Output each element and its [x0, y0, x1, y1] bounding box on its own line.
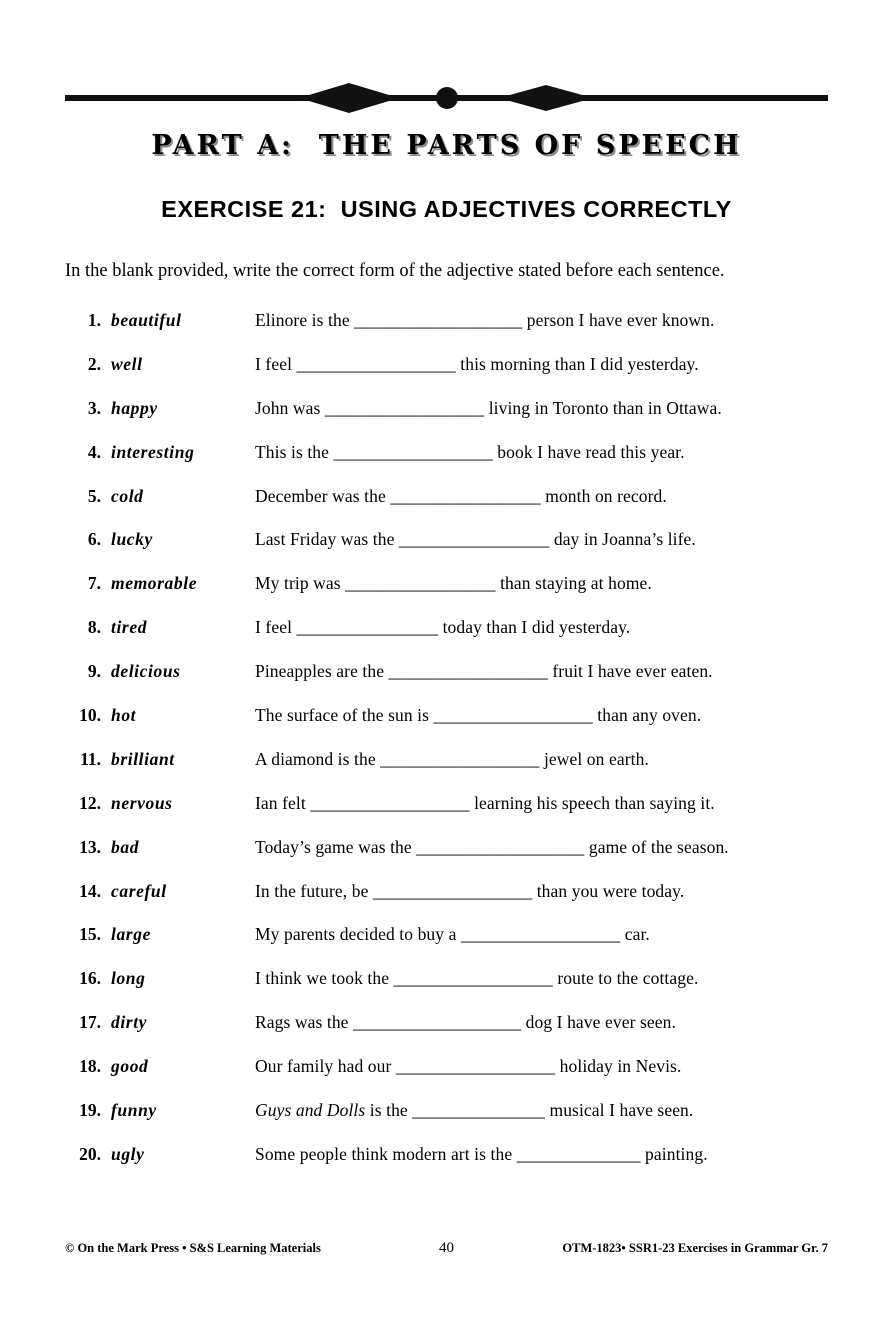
- item-number: 18.: [79, 1056, 101, 1077]
- item-sentence-text: Ian felt __________________ learning his speech than saying it.: [255, 792, 715, 813]
- item-adjective: bad: [111, 836, 140, 857]
- item-sentence: [255, 661, 838, 682]
- item-number: 5.: [87, 485, 101, 506]
- item-adjective: careful: [111, 880, 167, 901]
- item-sentence-text: Last Friday was the _________________ day in Joanna’s life.: [255, 529, 696, 550]
- item-adjective: long: [111, 968, 146, 989]
- item-number: 17.: [79, 1012, 101, 1033]
- worksheet-row: [75, 1100, 838, 1144]
- item-sentence-text: The surface of the sun is __________________ than any oven.: [255, 705, 702, 726]
- part-title: PART A: THE PARTS OF SPEECH: [151, 130, 742, 161]
- worksheet-row: [75, 968, 838, 1012]
- item-sentence-text: I feel ________________ today than I did yesterday.: [255, 617, 631, 638]
- worksheet-row: [75, 529, 838, 573]
- instruction-text: In the blank provided, write the correct form of the adjective stated before each sentence.: [65, 261, 725, 281]
- item-number: 10.: [79, 705, 101, 726]
- item-adjective: beautiful: [111, 310, 182, 330]
- worksheet-row: [75, 1012, 838, 1056]
- item-number: 1.: [87, 310, 101, 330]
- item-adjective: hot: [111, 705, 137, 726]
- item-adjective: lucky: [111, 529, 153, 550]
- item-sentence: [255, 573, 838, 594]
- footer: [65, 1240, 828, 1257]
- item-number: 2.: [87, 353, 101, 374]
- worksheet-row: [75, 1144, 838, 1188]
- item-sentence: [255, 442, 838, 463]
- worksheet-row: [75, 661, 838, 705]
- item-adjective: dirty: [111, 1012, 148, 1033]
- item-sentence-text: Rags was the ___________________ dog I have ever seen.: [255, 1012, 676, 1033]
- item-adjective: interesting: [111, 441, 195, 462]
- item-adjective: memorable: [111, 573, 198, 594]
- item-sentence: [255, 354, 838, 375]
- item-sentence: [255, 924, 838, 945]
- worksheet-row: [75, 837, 838, 881]
- item-adjective: happy: [111, 397, 158, 418]
- item-adjective: brilliant: [111, 748, 175, 769]
- worksheet-row: [75, 354, 838, 398]
- item-number: 11.: [80, 748, 101, 769]
- item-sentence: [255, 881, 838, 902]
- item-sentence-text: I feel __________________ this morning than I did yesterday.: [255, 353, 699, 374]
- item-sentence-text: This is the __________________ book I have read this year.: [255, 441, 685, 462]
- item-sentence-text: A diamond is the __________________ jewel on earth.: [255, 748, 649, 769]
- page-number: 40: [439, 1240, 454, 1256]
- item-sentence: [255, 529, 838, 550]
- worksheet-row: [75, 793, 838, 837]
- worksheet-row: [75, 705, 838, 749]
- worksheet-row: [75, 749, 838, 793]
- item-number: 8.: [87, 617, 101, 638]
- item-number: 15.: [79, 924, 101, 945]
- item-sentence: [255, 398, 838, 419]
- item-sentence-text: Elinore is the ___________________ person I have ever known.: [255, 310, 715, 330]
- item-adjective: delicious: [111, 661, 181, 682]
- item-number: 20.: [79, 1143, 101, 1164]
- item-number: 7.: [87, 573, 101, 594]
- item-sentence-text: Our family had our __________________ holiday in Nevis.: [255, 1056, 682, 1077]
- item-sentence-text: My trip was _________________ than staying at home.: [255, 573, 652, 594]
- item-number: 14.: [79, 880, 101, 901]
- copyright-text: © On the Mark Press • S&S Learning Materials: [65, 1241, 321, 1255]
- item-adjective: funny: [111, 1100, 157, 1121]
- worksheet-row: [75, 617, 838, 661]
- item-number: 19.: [79, 1100, 101, 1121]
- item-adjective: large: [111, 924, 151, 945]
- worksheet-row: [75, 486, 838, 530]
- item-number: 16.: [79, 968, 101, 989]
- item-number: 3.: [87, 397, 101, 418]
- item-sentence: [255, 1144, 838, 1165]
- item-sentence-text: is the _______________ musical I have seen.: [365, 1100, 694, 1121]
- item-sentence: [255, 749, 838, 770]
- item-sentence: [255, 310, 838, 331]
- item-sentence: [255, 486, 838, 507]
- item-sentence-text: December was the _________________ month on record.: [255, 485, 667, 506]
- item-adjective: well: [111, 353, 143, 374]
- item-italic-lead: Guys and Dolls: [255, 1100, 366, 1121]
- item-number: 4.: [87, 441, 101, 462]
- document-code: OTM-1823• SSR1-23 Exercises in Grammar Gr. 7: [562, 1241, 828, 1255]
- item-sentence-text: Some people think modern art is the ______________ painting.: [255, 1143, 708, 1164]
- item-adjective: ugly: [111, 1143, 145, 1164]
- item-sentence-text: John was __________________ living in Toronto than in Ottawa.: [255, 397, 722, 418]
- worksheet-row: [75, 924, 838, 968]
- worksheet-row: [75, 442, 838, 486]
- item-adjective: good: [111, 1056, 149, 1077]
- item-sentence: [255, 1100, 838, 1121]
- item-number: 13.: [79, 836, 101, 857]
- item-sentence: [255, 837, 838, 858]
- item-sentence: [255, 705, 838, 726]
- worksheet-list: [75, 310, 838, 1188]
- item-sentence: [255, 1012, 838, 1033]
- item-number: 12.: [79, 792, 101, 813]
- item-adjective: nervous: [111, 792, 173, 813]
- item-adjective: tired: [111, 617, 148, 638]
- item-sentence: [255, 793, 838, 814]
- item-sentence: [255, 968, 838, 989]
- worksheet-row: [75, 398, 838, 442]
- item-number: 9.: [87, 661, 101, 682]
- item-sentence: [255, 617, 838, 638]
- item-number: 6.: [87, 529, 101, 550]
- item-sentence-text: My parents decided to buy a __________________ car.: [255, 924, 650, 945]
- item-sentence-text: I think we took the __________________ route to the cottage.: [255, 968, 699, 989]
- item-sentence-text: Today’s game was the ___________________ game of the season.: [255, 836, 729, 857]
- item-adjective: cold: [111, 485, 144, 506]
- item-sentence-text: Pineapples are the __________________ fruit I have ever eaten.: [255, 661, 713, 682]
- item-sentence-text: In the future, be __________________ than you were today.: [255, 880, 685, 901]
- worksheet-row: [75, 881, 838, 925]
- ornament-divider: [65, 80, 828, 116]
- worksheet-row: [75, 1056, 838, 1100]
- item-sentence: [255, 1056, 838, 1077]
- exercise-title: EXERCISE 21: USING ADJECTIVES CORRECTLY: [161, 196, 732, 222]
- worksheet-row: [75, 310, 838, 354]
- worksheet-row: [75, 573, 838, 617]
